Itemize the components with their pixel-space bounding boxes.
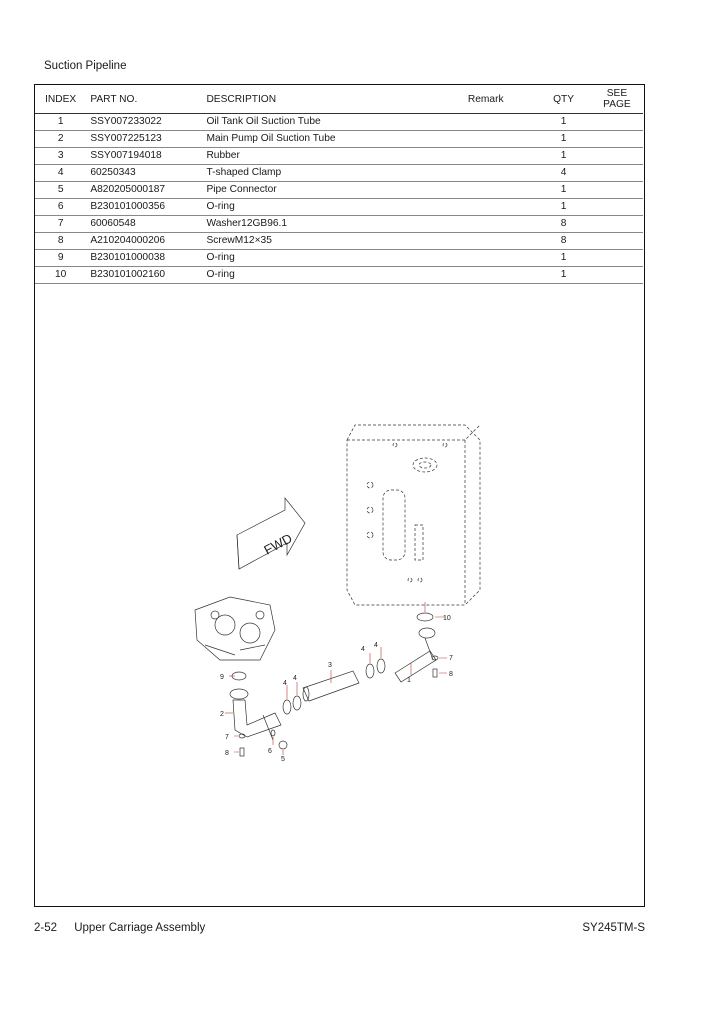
callout-6: 6 xyxy=(268,748,272,755)
cell-index: 6 xyxy=(35,199,86,216)
callout-4c: 4 xyxy=(283,680,287,687)
main-pump-suction-tube xyxy=(230,689,281,740)
cell-qty: 1 xyxy=(536,114,591,131)
page-title: Suction Pipeline xyxy=(44,60,127,72)
header-see-page-line2: PAGE xyxy=(603,99,631,110)
cell-part-no: SSY007233022 xyxy=(86,114,202,131)
callout-4d: 4 xyxy=(293,675,297,682)
footer-left xyxy=(34,922,219,934)
cell-qty: 1 xyxy=(536,199,591,216)
callout-5: 5 xyxy=(281,756,285,763)
washer-7-icon xyxy=(239,734,245,738)
header-see-page-line1: SEE xyxy=(606,88,628,99)
cell-description: Washer12GB96.1 xyxy=(202,216,463,233)
cell-index: 9 xyxy=(35,250,86,267)
model-name: SY245TM-S xyxy=(582,922,645,934)
cell-description: T-shaped Clamp xyxy=(202,165,463,182)
cell-index: 10 xyxy=(35,267,86,284)
callout-8a: 8 xyxy=(225,750,229,757)
oil-tank-illustration xyxy=(347,425,480,605)
header-remark: Remark xyxy=(464,85,536,114)
cell-part-no: A210204000206 xyxy=(86,233,202,250)
cell-part-no: SSY007225123 xyxy=(86,131,202,148)
cell-part-no: SSY007194018 xyxy=(86,148,202,165)
cell-index: 8 xyxy=(35,233,86,250)
screw-8-icon xyxy=(240,748,244,756)
header-index: INDEX xyxy=(35,85,86,114)
callout-8b: 8 xyxy=(449,671,453,678)
t-clamp-icons xyxy=(283,659,385,714)
header-part-no: PART NO. xyxy=(86,85,202,114)
cell-description: O-ring xyxy=(202,267,463,284)
callout-10: 10 xyxy=(443,615,451,622)
cell-qty: 8 xyxy=(536,233,591,250)
cell-description: Rubber xyxy=(202,148,463,165)
cell-part-no: 60060548 xyxy=(86,216,202,233)
callout-7b: 7 xyxy=(449,655,453,662)
callout-1: 1 xyxy=(407,677,411,684)
callout-4b: 4 xyxy=(374,642,378,649)
screw-8b-icon xyxy=(433,669,437,677)
cell-part-no: B230101002160 xyxy=(86,267,202,284)
pipe-connector-icon xyxy=(279,741,287,749)
main-pump-illustration xyxy=(195,597,275,660)
cell-qty: 1 xyxy=(536,267,591,284)
callout-3: 3 xyxy=(328,662,332,669)
header-description: DESCRIPTION xyxy=(202,85,463,114)
cell-index: 7 xyxy=(35,216,86,233)
suction-pipeline-drawing xyxy=(35,85,643,905)
cell-description: Oil Tank Oil Suction Tube xyxy=(202,114,463,131)
cell-index: 1 xyxy=(35,114,86,131)
callout-7a: 7 xyxy=(225,734,229,741)
cell-qty: 8 xyxy=(536,216,591,233)
cell-qty: 1 xyxy=(536,148,591,165)
section-name: Upper Carriage Assembly xyxy=(74,922,206,934)
callout-leaders xyxy=(225,602,447,755)
parts-frame xyxy=(34,84,645,907)
oil-tank-suction-tube xyxy=(395,628,436,682)
fwd-arrow-icon xyxy=(237,498,305,569)
header-qty: QTY xyxy=(536,85,591,114)
cell-index: 2 xyxy=(35,131,86,148)
cell-part-no: B230101000356 xyxy=(86,199,202,216)
page-number: 2-52 xyxy=(34,922,58,934)
cell-part-no: 60250343 xyxy=(86,165,202,182)
cell-qty: 1 xyxy=(536,131,591,148)
cell-qty: 1 xyxy=(536,250,591,267)
fwd-label: FWD xyxy=(261,530,295,558)
cell-part-no: A820205000187 xyxy=(86,182,202,199)
callout-2: 2 xyxy=(220,711,224,718)
cell-qty: 1 xyxy=(536,182,591,199)
cell-description: Pipe Connector xyxy=(202,182,463,199)
callout-4a: 4 xyxy=(361,646,365,653)
cell-index: 4 xyxy=(35,165,86,182)
cell-description: ScrewM12×35 xyxy=(202,233,463,250)
cell-part-no: B230101000038 xyxy=(86,250,202,267)
o-ring-10-icon xyxy=(417,613,433,621)
callout-9: 9 xyxy=(220,674,224,681)
cell-index: 3 xyxy=(35,148,86,165)
cell-index: 5 xyxy=(35,182,86,199)
cell-description: O-ring xyxy=(202,199,463,216)
cell-description: O-ring xyxy=(202,250,463,267)
cell-description: Main Pump Oil Suction Tube xyxy=(202,131,463,148)
cell-qty: 4 xyxy=(536,165,591,182)
o-ring-6-icon xyxy=(271,730,275,736)
